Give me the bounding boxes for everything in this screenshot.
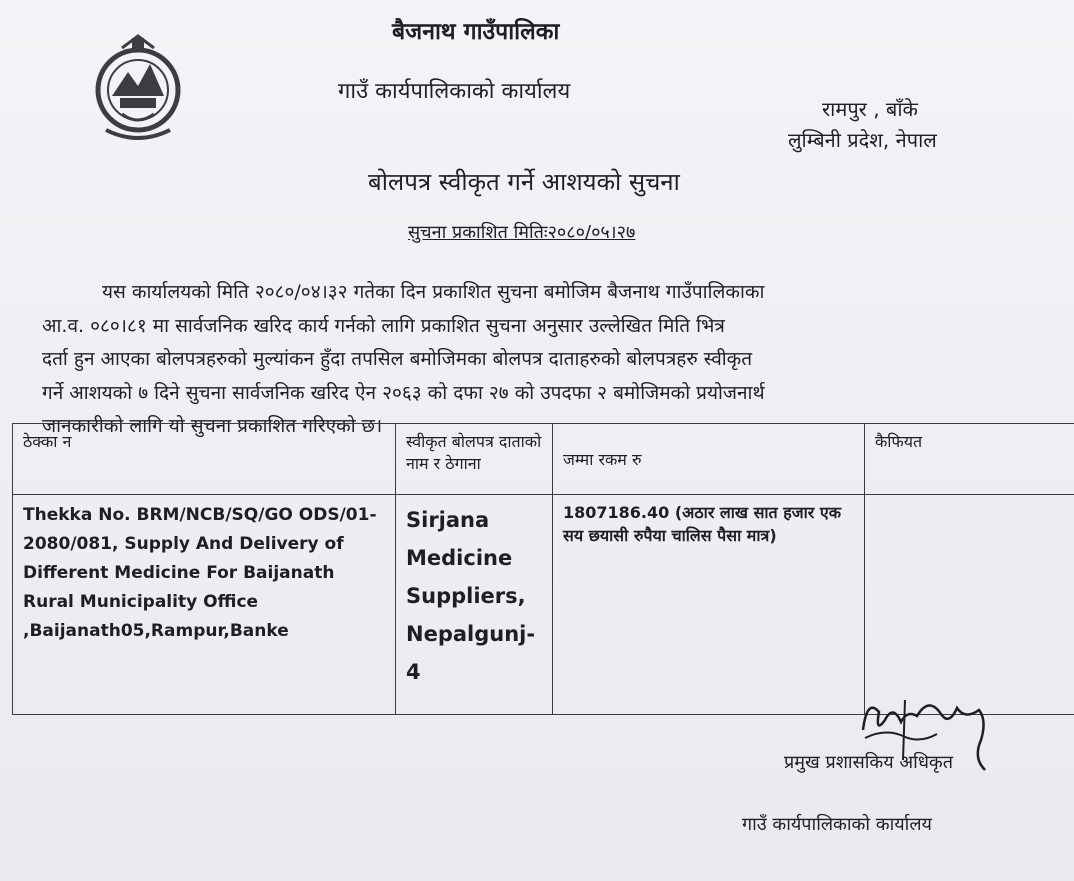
notice-body-line: गर्ने आशयको ७ दिने सुचना सार्वजनिक खरिद ऐन २०६३ को दफा २७ को उपदफा २ बमोजिमको प्रयोजनार्थ [42,381,765,404]
signatory-title: प्रमुख प्रशासकिय अधिकृत [784,752,953,773]
address-line-2: लुम्बिनी प्रदेश, नेपाल [788,128,937,152]
header-remarks: कैफियत [865,424,1074,495]
table-header-row [13,424,1074,495]
notice-body [42,276,992,444]
header-contract-no: ठेक्का न [13,424,396,495]
remarks-cell [865,495,1074,715]
notice-body-line: यस कार्यालयको मिति २०८०/०४।३२ गतेका दिन प्रकाशित सुचना बमोजिम बैजनाथ गाउँपालिकाका [102,281,765,303]
header-amount: जम्मा रकम रु [553,424,865,495]
contract-table [12,423,1074,715]
address-line-1: रामपुर , बाँके [822,97,918,121]
notice-body-line: दर्ता हुन आएका बोलपत्रहरुको मुल्यांकन हुँदा तपसिल बमोजिमका बोलपत्र दाताहरुको बोलपत्रहरु स्वीकृत [42,348,753,370]
contract-cell: Thekka No. BRM/NCB/SQ/GO ODS/01-2080/081, Supply And Delivery of Different Medicine For Baijanath Rural Municipality Office ,Baijanath05,Rampur,Banke [13,495,396,715]
nepal-government-emblem-icon [92,34,184,146]
header-supplier: स्वीकृत बोलपत्र दाताको नाम र ठेगाना [396,424,553,495]
published-date: सुचना प्रकाशित मितिः२०८०/०५।२७ [408,222,636,243]
notice-title: बोलपत्र स्वीकृत गर्ने आशयको सुचना [368,168,680,196]
municipality-name: बैजनाथ गाउँपालिका [392,19,560,45]
notice-body-line: आ.व. ०८०।८१ मा सार्वजनिक खरिद कार्य गर्नको लागि प्रकाशित सुचना अनुसार उल्लेखित मिति भित्र [42,314,725,337]
notice-body-line: जानकारीको लागि यो सुचना प्रकाशित गरिएको छ। [42,415,383,437]
office-name: गाउँ कार्यपालिकाको कार्यालय [338,79,571,104]
amount-cell: 1807186.40 (अठार लाख सात हजार एक सय छयासी रुपैया चालिस पैसा मात्र) [553,495,865,715]
signatory-office: गाउँ कार्यपालिकाको कार्यालय [742,814,932,835]
supplier-cell: Sirjana Medicine Suppliers, Nepalgunj-4 [396,495,553,715]
table-row [13,495,1074,715]
